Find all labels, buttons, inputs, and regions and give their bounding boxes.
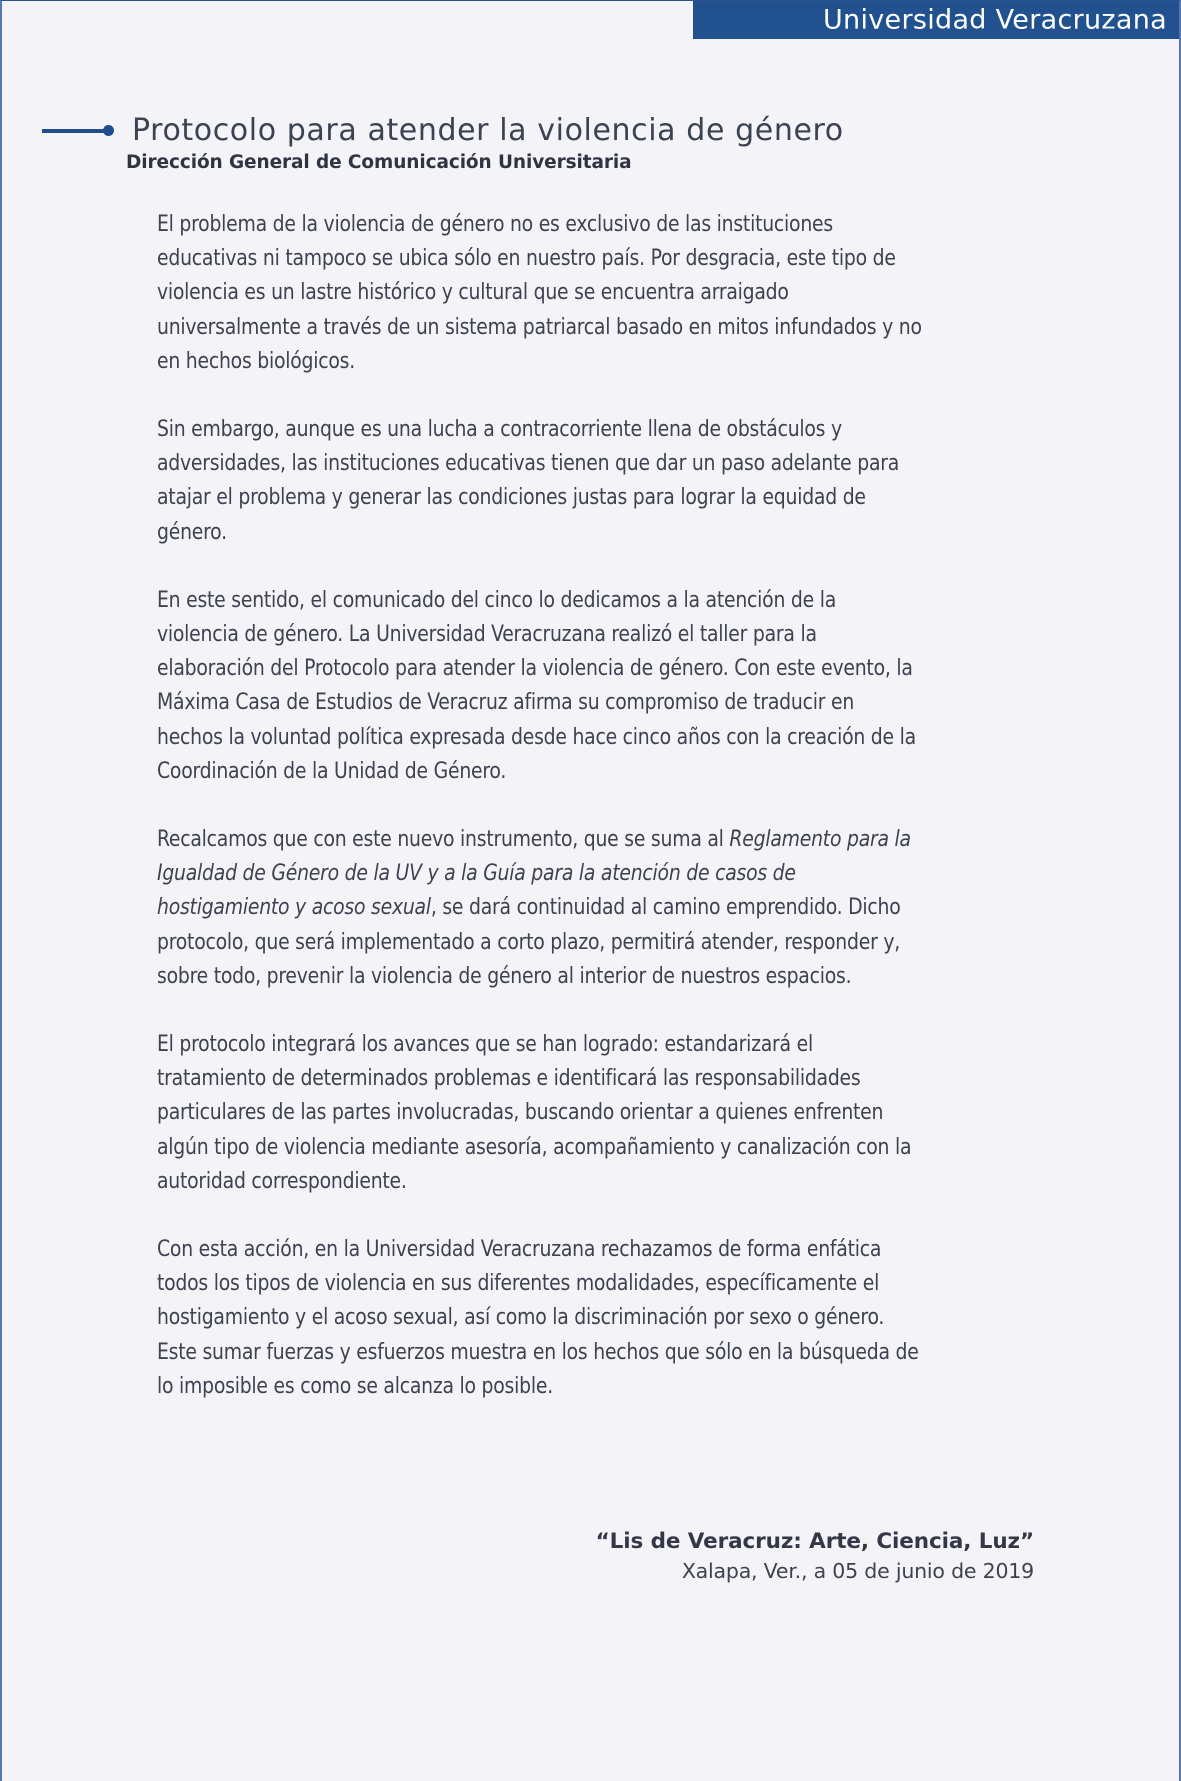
page-title: Protocolo para atender la violencia de género [132, 113, 844, 148]
paragraph-5: El protocolo integrará los avances que se han logrado: estandarizará el tratamiento de determinados problemas e identificará las responsabilidades particulares de las partes involucradas, buscando orientar a quienes enfrenten algún tipo de violencia mediante asesoría, acompañamiento y canalización con la autoridad correspondiente. [157, 1031, 912, 1194]
university-name: Universidad Veracruzana [822, 4, 1167, 36]
paragraph-3: En este sentido, el comunicado del cinco lo dedicamos a la atención de la violencia de género. La Universidad Veracruzana realizó el taller para la elaboración del Protocolo para atender la violencia de género. Con este evento, la Máxima Casa de Estudios de Veracruz afirma su compromiso de traducir en hechos la voluntad política expresada desde hace cinco años con la creación de la Coordinación de la Unidad de Género. [157, 586, 916, 784]
page-subtitle: Dirección General de Comunicación Universitaria [126, 152, 632, 173]
paragraph-4-cited-titles: Reglamento para la Igualdad de Género de la UV y a la Guía para la atención de casos de hostigamiento y acoso sexual [157, 826, 911, 921]
paragraph-6: Con esta acción, en la Universidad Veracruzana rechazamos de forma enfática todos los tipos de violencia en sus diferentes modalidades, específicamente el hostigamiento y el acoso sexual, así como la discriminación por sexo o género. Este sumar fuerzas y esfuerzos muestra en los hechos que sólo en la búsqueda de lo imposible es como se alcanza lo posible. [157, 1236, 919, 1399]
title-row [2, 113, 1179, 148]
document-footer [596, 1529, 1034, 1583]
document-body [157, 207, 922, 1437]
accent-line-icon [42, 129, 104, 133]
paragraph-4-lead: Recalcamos que con este nuevo instrumento, que se suma al [157, 826, 730, 853]
place-and-date: Xalapa, Ver., a 05 de junio de 2019 [681, 1559, 1034, 1583]
title-block [2, 113, 1179, 173]
header-brand-bar [693, 1, 1181, 39]
accent-dot-icon [103, 125, 114, 136]
paragraph-2: Sin embargo, aunque es una lucha a contracorriente llena de obstáculos y adversidades, las instituciones educativas tienen que dar un paso adelante para atajar el problema y generar las condiciones justas para lograr la equidad de género. [157, 416, 900, 545]
paragraph-4 [157, 822, 922, 993]
paragraph-1: El problema de la violencia de género no es exclusivo de las instituciones educativas ni tampoco se ubica sólo en nuestro país. Por desgracia, este tipo de violencia es un lastre histórico y cultural que se encuentra arraigado universalmente a través de un sistema patriarcal basado en mitos infundados y no en hechos biológicos. [157, 211, 922, 374]
university-motto: “Lis de Veracruz: Arte, Ciencia, Luz” [595, 1529, 1034, 1554]
paragraph-4-tail: , se dará continuidad al camino emprendido. Dicho protocolo, que será implementado a corto plazo, permitirá atender, responder y, sobre todo, prevenir la violencia de género al interior de nuestros espacios. [157, 894, 901, 989]
